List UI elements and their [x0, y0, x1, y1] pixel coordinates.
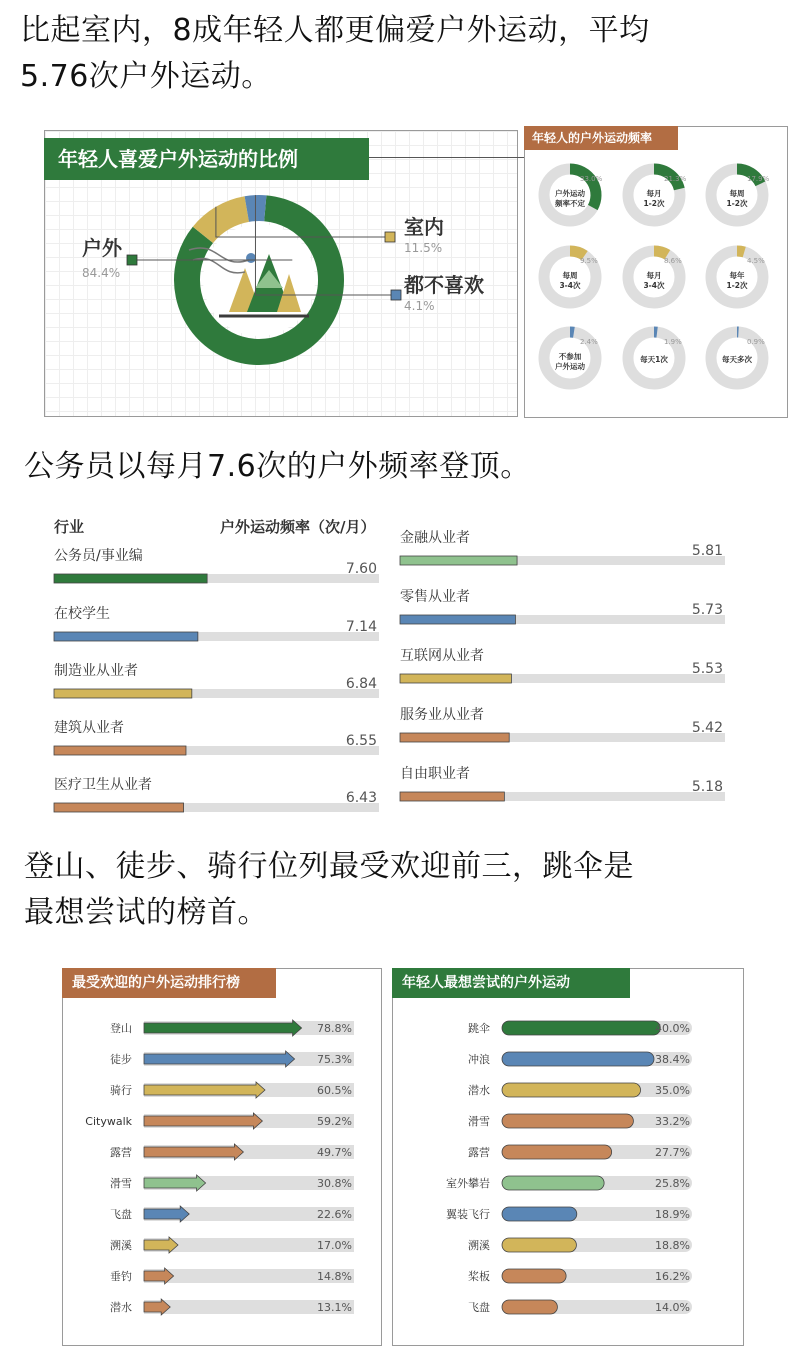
bar-value: 14.8%	[317, 1270, 352, 1283]
donut-title: 年轻人喜爱户外运动的比例	[44, 138, 369, 180]
freq-label: 3-4次	[559, 281, 581, 290]
bar-value: 18.9%	[655, 1208, 690, 1221]
bar-label: 骑行	[110, 1084, 132, 1097]
freq-label: 1-2次	[726, 281, 748, 290]
bar-value: 30.8%	[317, 1177, 352, 1190]
bar-fill-6	[400, 615, 515, 624]
bar-fill-8	[502, 1269, 566, 1283]
freq-value: 8.6%	[664, 257, 682, 265]
bar-value: 5.73	[691, 602, 723, 618]
bar-value: 5.42	[691, 720, 723, 736]
bar-fill-2	[502, 1083, 641, 1097]
bar-label: 冲浪	[468, 1053, 490, 1066]
bar-label: 露营	[110, 1146, 132, 1159]
donut-chart	[44, 180, 516, 415]
freq-value: 2.4%	[580, 338, 598, 346]
donut-slice-2	[247, 208, 265, 209]
bar-label: 徒步	[110, 1053, 132, 1066]
bar-value: 5.81	[691, 543, 723, 559]
freq-value: 0.9%	[747, 338, 765, 346]
bar-value: 38.4%	[655, 1053, 690, 1066]
freq-arc-4	[654, 251, 667, 255]
bar-label: 跳伞	[468, 1022, 490, 1035]
bar-label: 潜水	[468, 1084, 490, 1097]
sun-icon	[246, 253, 256, 263]
bar-fill-1	[502, 1052, 654, 1066]
callout-marker	[385, 232, 395, 242]
bar-label: 露营	[468, 1146, 490, 1159]
freq-label: 频率不定	[555, 199, 585, 208]
freq-label: 1-2次	[726, 199, 748, 208]
bar-value: 7.60	[345, 561, 377, 577]
popular-title: 最受欢迎的户外运动排行榜	[62, 968, 276, 998]
slice-label: 户外	[82, 236, 122, 260]
bar-value: 5.53	[691, 661, 723, 677]
section1-heading-line1: 比起室内，8成年轻人都更偏爱户外运动，平均	[20, 13, 650, 48]
try-title: 年轻人最想尝试的户外运动	[392, 968, 630, 998]
bar-label: 制造业从业者	[54, 663, 138, 679]
slice-label: 室内	[404, 215, 444, 239]
freq-label: 每天1次	[640, 355, 668, 364]
bar-label: 垂钓	[110, 1270, 132, 1283]
bar-label: 溯溪	[468, 1239, 490, 1252]
bar-value: 27.7%	[655, 1146, 690, 1159]
bar-value: 35.0%	[655, 1084, 690, 1097]
freq-label: 每月	[646, 271, 662, 280]
slice-value: 11.5%	[404, 241, 443, 255]
bar-fill-1	[54, 632, 198, 641]
freq-label: 3-4次	[643, 281, 665, 290]
bar-label: 溯溪	[110, 1239, 132, 1252]
bar-value: 49.7%	[317, 1146, 352, 1159]
bar-fill-9	[502, 1300, 557, 1314]
slice-value: 84.4%	[82, 266, 121, 280]
bar-fill-7	[502, 1238, 576, 1252]
bar-fill-5	[502, 1176, 604, 1190]
bar-label: 在校学生	[54, 606, 110, 622]
freq-label: 1-2次	[643, 199, 665, 208]
section1-heading-line2: 5.76次户外运动。	[20, 59, 272, 94]
bar-label: 飞盘	[110, 1208, 132, 1221]
freq-value: 1.9%	[664, 338, 682, 346]
bar-label: 零售从业者	[400, 589, 470, 605]
bar-fill-3	[502, 1114, 633, 1128]
bar-value: 7.14	[345, 619, 377, 635]
bar-label: Citywalk	[85, 1115, 132, 1128]
bar-fill-5	[400, 556, 517, 565]
bar-value: 14.0%	[655, 1301, 690, 1314]
bar-value: 75.3%	[317, 1053, 352, 1066]
header-frequency: 户外运动频率（次/月）	[220, 518, 376, 536]
freq-label: 每月	[646, 189, 662, 198]
bar-value: 40.0%	[655, 1022, 690, 1035]
bar-label: 公务员/事业编	[54, 548, 143, 564]
slice-label: 都不喜欢	[404, 273, 484, 297]
popular-bar-chart	[62, 1000, 380, 1344]
bar-label: 飞盘	[468, 1301, 490, 1314]
freq-value: 21.3%	[664, 175, 687, 183]
bar-value: 5.18	[691, 779, 723, 795]
bar-fill-9	[400, 792, 504, 801]
bar-label: 自由职业者	[400, 766, 470, 782]
callout-marker	[391, 290, 401, 300]
bar-fill-7	[400, 674, 511, 683]
bar-value: 25.8%	[655, 1177, 690, 1190]
bar-value: 33.2%	[655, 1115, 690, 1128]
freq-label: 每周	[729, 189, 745, 198]
bar-value: 18.8%	[655, 1239, 690, 1252]
bar-fill-2	[54, 689, 192, 698]
bar-value: 78.8%	[317, 1022, 352, 1035]
donut-center	[203, 224, 315, 336]
bar-value: 13.1%	[317, 1301, 352, 1314]
freq-arc-3	[570, 251, 585, 256]
frequency-small-multiples	[524, 150, 786, 416]
frequency-title: 年轻人的户外运动频率	[524, 126, 678, 150]
header-industry: 行业	[54, 518, 85, 536]
freq-label: 每周	[562, 271, 578, 280]
bar-fill-4	[54, 803, 184, 812]
bar-fill-0	[502, 1021, 660, 1035]
bar-label: 登山	[110, 1022, 132, 1035]
bar-fill-0	[54, 574, 207, 583]
freq-label: 每年	[729, 271, 745, 280]
bar-label: 滑雪	[110, 1177, 132, 1190]
freq-value: 9.5%	[580, 257, 598, 265]
bar-label: 滑雪	[468, 1115, 490, 1128]
bar-label: 潜水	[110, 1301, 132, 1314]
freq-value: 33.0%	[580, 175, 603, 183]
try-bar-chart	[392, 1000, 742, 1344]
bar-label: 服务业从业者	[400, 707, 484, 723]
bar-value: 60.5%	[317, 1084, 352, 1097]
freq-arc-5	[737, 251, 744, 252]
bar-value: 6.84	[345, 676, 377, 692]
freq-label: 户外运动	[555, 189, 585, 198]
bar-value: 59.2%	[317, 1115, 352, 1128]
section3-heading-line2: 最想尝试的榜首。	[24, 895, 268, 930]
bar-label: 医疗卫生从业者	[54, 777, 152, 793]
freq-value: 17.9%	[747, 175, 770, 183]
freq-label: 户外运动	[555, 362, 585, 371]
bar-value: 22.6%	[317, 1208, 352, 1221]
bar-fill-3	[54, 746, 186, 755]
bar-label: 金融从业者	[400, 530, 470, 546]
freq-value: 4.5%	[747, 257, 765, 265]
title-connector-line	[369, 157, 524, 158]
section2-heading: 公务员以每月7.6次的户外频率登顶。	[24, 449, 531, 484]
bar-label: 建筑从业者	[54, 720, 124, 736]
bar-label: 室外攀岩	[446, 1177, 490, 1190]
bar-fill-8	[400, 733, 509, 742]
bar-fill-6	[502, 1207, 577, 1221]
freq-label: 不参加	[558, 352, 582, 361]
bar-label: 互联网从业者	[400, 648, 484, 664]
bar-label: 桨板	[468, 1270, 490, 1283]
bar-label: 翼装飞行	[446, 1208, 490, 1221]
freq-label: 每天多次	[722, 355, 752, 364]
bar-value: 6.43	[345, 790, 377, 806]
callout-marker	[127, 255, 137, 265]
slice-value: 4.1%	[404, 299, 435, 313]
section3-heading-line1: 登山、徒步、骑行位列最受欢迎前三，跳伞是	[24, 849, 634, 884]
bar-value: 16.2%	[655, 1270, 690, 1283]
industry-bar-chart	[40, 510, 770, 820]
bar-fill-4	[502, 1145, 612, 1159]
bar-value: 17.0%	[317, 1239, 352, 1252]
bar-value: 6.55	[345, 733, 377, 749]
